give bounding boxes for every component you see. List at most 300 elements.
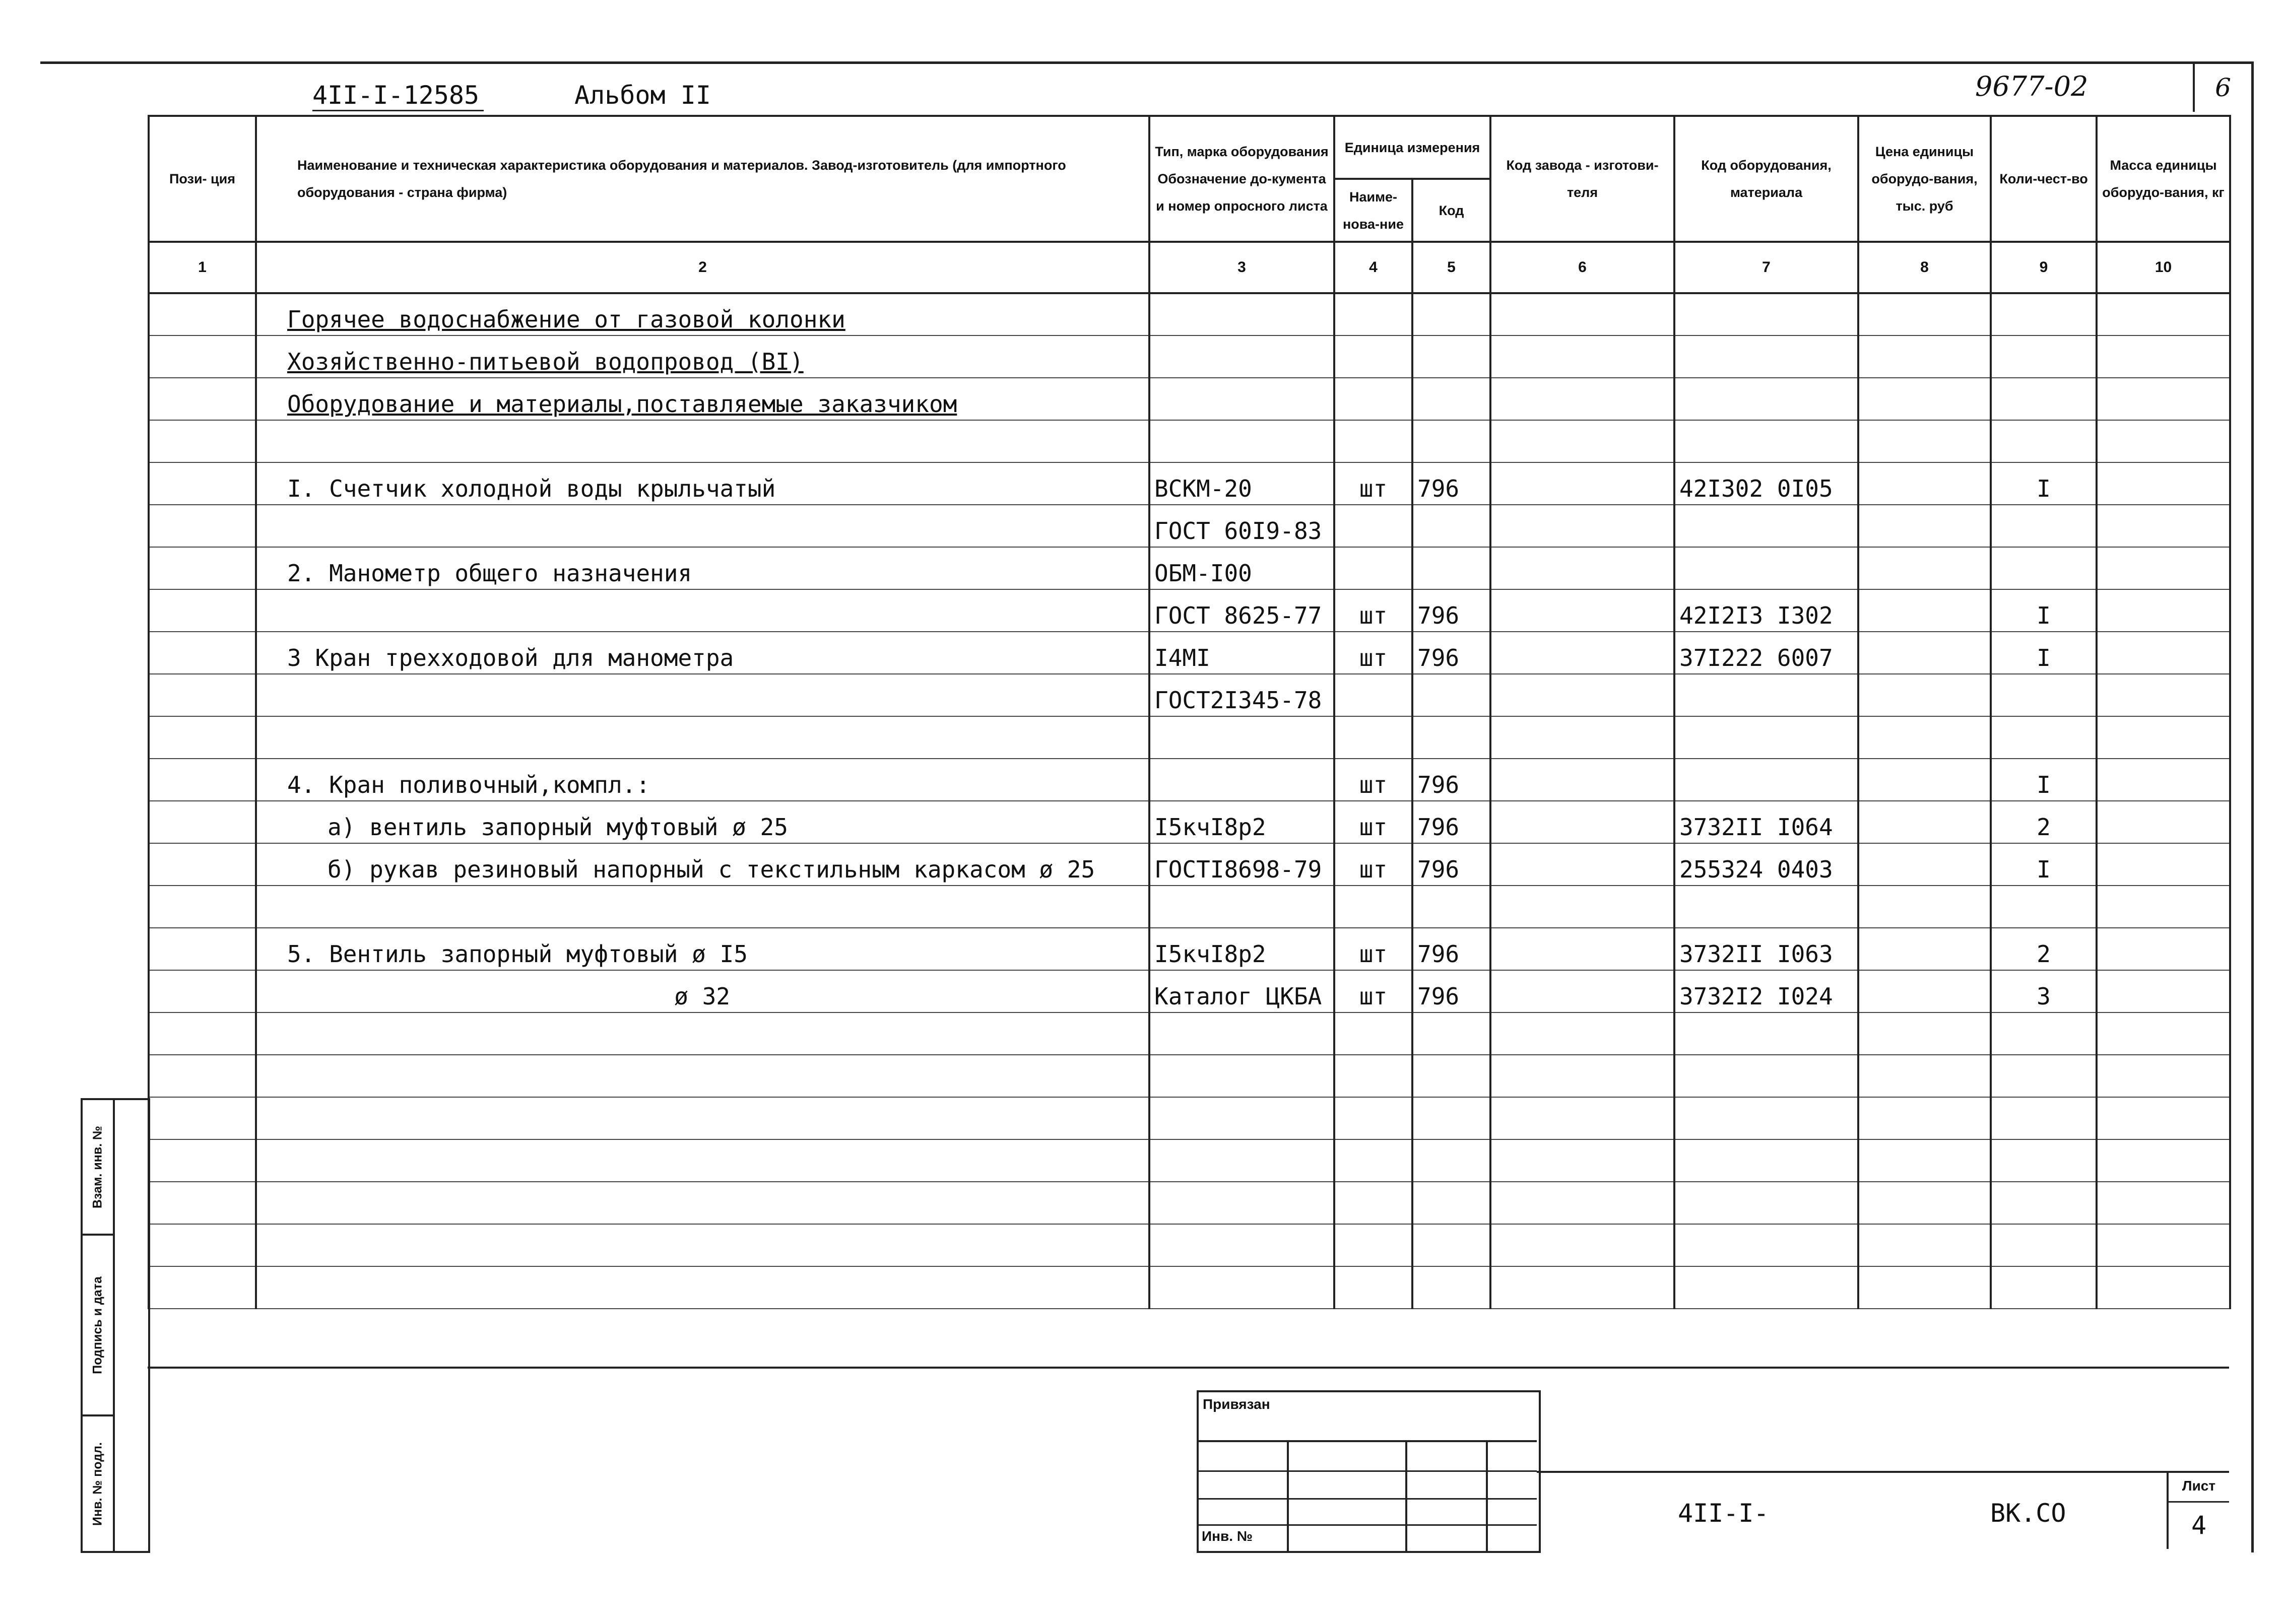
label-vzam-inv: Взам. инв. №: [83, 1100, 115, 1236]
cell-maker: [1490, 462, 1674, 505]
cell-name: [256, 1055, 1149, 1097]
col-header-maker-code: Код завода - изготови-теля: [1490, 116, 1674, 242]
cell-pos: [149, 1139, 256, 1182]
title-doc-number: 4II-I-: [1678, 1499, 1769, 1528]
cell-mass: [2097, 378, 2230, 420]
cell-name: 2. Манометр общего назначения: [256, 547, 1149, 589]
cell-name: [256, 589, 1149, 632]
cell-type: I5кчI8p2: [1149, 801, 1334, 843]
cell-pos: [149, 1182, 256, 1224]
cell-pos: [149, 843, 256, 886]
col-header-type: Тип, марка оборудования Обозначение до-кумента и номер опросного листа: [1149, 116, 1334, 242]
cell-mass: [2097, 293, 2230, 335]
cell-mass: [2097, 970, 2230, 1012]
cell-name: Хозяйственно-питьевой водопровод (BI): [256, 335, 1149, 378]
cell-equip: [1674, 335, 1858, 378]
cell-equip: 3732II I064: [1674, 801, 1858, 843]
cell-code: [1412, 1097, 1490, 1139]
cell-pos: [149, 378, 256, 420]
cell-price: [1858, 886, 1991, 928]
table-row: [149, 547, 2230, 589]
cell-maker: [1490, 801, 1674, 843]
stamp-block: [1197, 1390, 1541, 1553]
cell-price: [1858, 1097, 1991, 1139]
cell-equip: [1674, 378, 1858, 420]
cell-qty: I: [1991, 759, 2097, 801]
table-row: [149, 1097, 2230, 1139]
cell-mass: [2097, 505, 2230, 547]
table-row: [149, 1055, 2230, 1097]
cell-code: [1412, 420, 1490, 462]
cell-pos: [149, 1055, 256, 1097]
cell-code: 796: [1412, 970, 1490, 1012]
cell-price: [1858, 1055, 1991, 1097]
cell-pos: [149, 1012, 256, 1055]
col-number: 6: [1490, 242, 1674, 293]
cell-pos: [149, 1266, 256, 1309]
table-row: [149, 335, 2230, 378]
cell-unit: шт: [1334, 843, 1412, 886]
cell-pos: [149, 420, 256, 462]
page-number: 6: [2215, 73, 2231, 102]
table-row: [149, 462, 2230, 505]
cell-unit: [1334, 1182, 1412, 1224]
cell-type: [1149, 1055, 1334, 1097]
cell-maker: [1490, 378, 1674, 420]
table-row: [149, 505, 2230, 547]
cell-unit: шт: [1334, 970, 1412, 1012]
cell-maker: [1490, 335, 1674, 378]
cell-unit: [1334, 1266, 1412, 1309]
stamp-grid-line: [1486, 1440, 1488, 1551]
cell-equip: [1674, 674, 1858, 716]
cell-mass: [2097, 759, 2230, 801]
cell-maker: [1490, 1224, 1674, 1266]
cell-unit: [1334, 1012, 1412, 1055]
cell-name: [256, 674, 1149, 716]
cell-unit: [1334, 1139, 1412, 1182]
cell-equip: 3732II I063: [1674, 928, 1858, 970]
cell-unit: [1334, 886, 1412, 928]
cell-qty: [1991, 1139, 2097, 1182]
cell-type: ОБМ-I00: [1149, 547, 1334, 589]
cell-price: [1858, 378, 1991, 420]
cell-equip: 255324 0403: [1674, 843, 1858, 886]
col-number: 2: [256, 242, 1149, 293]
table-header-row: [149, 116, 2230, 179]
cell-qty: 2: [1991, 801, 2097, 843]
table-row: [149, 293, 2230, 335]
cell-pos: [149, 589, 256, 632]
cell-unit: [1334, 716, 1412, 759]
col-number: 4: [1334, 242, 1412, 293]
cell-name: б) рукав резиновый напорный с текстильным каркасом ø 25: [256, 843, 1149, 886]
cell-pos: [149, 1097, 256, 1139]
cell-mass: [2097, 1055, 2230, 1097]
cell-maker: [1490, 886, 1674, 928]
table-row: [149, 1139, 2230, 1182]
cell-qty: [1991, 886, 2097, 928]
cell-type: [1149, 1182, 1334, 1224]
cell-name: Оборудование и материалы,поставляемые заказчиком: [256, 378, 1149, 420]
table-row: [149, 589, 2230, 632]
cell-type: [1149, 1266, 1334, 1309]
cell-pos: [149, 1224, 256, 1266]
cell-type: [1149, 1224, 1334, 1266]
cell-qty: I: [1991, 632, 2097, 674]
col-header-quantity: Коли-чест-во: [1991, 116, 2097, 242]
cell-name: [256, 1266, 1149, 1309]
cell-mass: [2097, 589, 2230, 632]
cell-qty: 3: [1991, 970, 2097, 1012]
cell-code: [1412, 1266, 1490, 1309]
cell-mass: [2097, 1182, 2230, 1224]
cell-qty: [1991, 1012, 2097, 1055]
cell-type: [1149, 293, 1334, 335]
cell-name: [256, 1224, 1149, 1266]
cell-qty: I: [1991, 589, 2097, 632]
cell-qty: [1991, 1055, 2097, 1097]
cell-name: [256, 505, 1149, 547]
col-header-unit-code: Код: [1412, 179, 1490, 242]
cell-type: ВСКМ-20: [1149, 462, 1334, 505]
cell-equip: 42I302 0I05: [1674, 462, 1858, 505]
cell-mass: [2097, 1266, 2230, 1309]
cell-price: [1858, 928, 1991, 970]
table-row: [149, 843, 2230, 886]
table-row: [149, 1182, 2230, 1224]
cell-mass: [2097, 420, 2230, 462]
cell-unit: [1334, 293, 1412, 335]
cell-maker: [1490, 1012, 1674, 1055]
cell-equip: [1674, 1097, 1858, 1139]
cell-mass: [2097, 547, 2230, 589]
cell-equip: [1674, 1012, 1858, 1055]
cell-type: [1149, 1097, 1334, 1139]
table-row: [149, 970, 2230, 1012]
table-row: [149, 378, 2230, 420]
cell-equip: [1674, 1055, 1858, 1097]
cell-qty: [1991, 293, 2097, 335]
cell-pos: [149, 505, 256, 547]
cell-code: [1412, 505, 1490, 547]
cell-qty: I: [1991, 843, 2097, 886]
cell-price: [1858, 462, 1991, 505]
cell-maker: [1490, 589, 1674, 632]
cell-mass: [2097, 886, 2230, 928]
column-numbers-row: [149, 242, 2230, 293]
cell-price: [1858, 970, 1991, 1012]
cell-price: [1858, 335, 1991, 378]
label-inv-podl: Инв. № подл.: [83, 1416, 115, 1551]
table-row: [149, 801, 2230, 843]
stamp-grid-line: [1287, 1440, 1289, 1551]
cell-maker: [1490, 1266, 1674, 1309]
title-block-line: [1537, 1471, 2229, 1473]
cell-price: [1858, 674, 1991, 716]
cell-maker: [1490, 928, 1674, 970]
stamp-grid-line: [1405, 1440, 1407, 1551]
cell-equip: [1674, 547, 1858, 589]
col-number: 9: [1991, 242, 2097, 293]
cell-unit: [1334, 505, 1412, 547]
table-row: [149, 674, 2230, 716]
label-podpis-data: Подпись и дата: [83, 1236, 115, 1416]
cell-unit: [1334, 335, 1412, 378]
cell-price: [1858, 1182, 1991, 1224]
cell-name: [256, 420, 1149, 462]
specification-table: [148, 115, 2231, 1309]
sheet-number: 4: [2191, 1511, 2207, 1540]
cell-maker: [1490, 759, 1674, 801]
cell-mass: [2097, 335, 2230, 378]
cell-name: [256, 1012, 1149, 1055]
cell-name: [256, 1139, 1149, 1182]
cell-equip: 37I222 6007: [1674, 632, 1858, 674]
col-number: 3: [1149, 242, 1334, 293]
cell-equip: [1674, 293, 1858, 335]
cell-mass: [2097, 801, 2230, 843]
cell-unit: шт: [1334, 589, 1412, 632]
cell-type: [1149, 759, 1334, 801]
cell-type: ГОСТI8698-79: [1149, 843, 1334, 886]
cell-unit: [1334, 1097, 1412, 1139]
cell-code: [1412, 1139, 1490, 1182]
cell-type: ГОСТ 60I9-83: [1149, 505, 1334, 547]
cell-code: [1412, 716, 1490, 759]
col-number: 1: [149, 242, 256, 293]
col-header-mass: Масса единицы оборудо-вания, кг: [2097, 116, 2230, 242]
cell-code: 796: [1412, 843, 1490, 886]
col-header-position: Пози- ция: [149, 116, 256, 242]
col-header-price: Цена единицы оборудо-вания, тыс. руб: [1858, 116, 1991, 242]
cell-pos: [149, 335, 256, 378]
cell-mass: [2097, 632, 2230, 674]
cell-pos: [149, 293, 256, 335]
cell-price: [1858, 293, 1991, 335]
cell-equip: [1674, 1266, 1858, 1309]
document-number: 4II-I-12585: [312, 81, 480, 110]
cell-equip: 3732I2 I024: [1674, 970, 1858, 1012]
stamp-inv-no: Инв. №: [1202, 1528, 1253, 1544]
cell-name: ø 32: [256, 970, 1149, 1012]
cell-code: 796: [1412, 759, 1490, 801]
cell-mass: [2097, 1012, 2230, 1055]
col-header-unit-name: Наиме-нова-ние: [1334, 179, 1412, 242]
cell-equip: [1674, 1224, 1858, 1266]
cell-equip: [1674, 1139, 1858, 1182]
cell-type: [1149, 1139, 1334, 1182]
cell-code: 796: [1412, 801, 1490, 843]
cell-unit: [1334, 547, 1412, 589]
cell-qty: [1991, 1097, 2097, 1139]
col-number: 7: [1674, 242, 1858, 293]
cell-pos: [149, 716, 256, 759]
cell-name: [256, 1182, 1149, 1224]
cell-maker: [1490, 505, 1674, 547]
cell-mass: [2097, 928, 2230, 970]
cell-pos: [149, 970, 256, 1012]
cell-qty: [1991, 335, 2097, 378]
cell-code: [1412, 547, 1490, 589]
cell-type: I4MI: [1149, 632, 1334, 674]
cell-price: [1858, 420, 1991, 462]
cell-price: [1858, 589, 1991, 632]
sheet-label: Лист: [2169, 1471, 2229, 1503]
table-row: [149, 1266, 2230, 1309]
cell-qty: [1991, 716, 2097, 759]
cell-unit: шт: [1334, 928, 1412, 970]
cell-equip: [1674, 505, 1858, 547]
album-label: Альбом II: [574, 81, 711, 110]
cell-unit: [1334, 420, 1412, 462]
cell-qty: I: [1991, 462, 2097, 505]
cell-code: [1412, 335, 1490, 378]
cell-type: ГОСТ2I345-78: [1149, 674, 1334, 716]
cell-mass: [2097, 1224, 2230, 1266]
cell-type: [1149, 886, 1334, 928]
cell-equip: 42I2I3 I302: [1674, 589, 1858, 632]
cell-pos: [149, 547, 256, 589]
col-number: 8: [1858, 242, 1991, 293]
cell-type: [1149, 1012, 1334, 1055]
col-header-unit-group: Единица измерения: [1334, 116, 1490, 179]
cell-type: [1149, 716, 1334, 759]
table-row: [149, 1012, 2230, 1055]
cell-price: [1858, 843, 1991, 886]
cell-mass: [2097, 1139, 2230, 1182]
cell-maker: [1490, 632, 1674, 674]
cell-price: [1858, 1012, 1991, 1055]
cell-equip: [1674, 420, 1858, 462]
cell-mass: [2097, 462, 2230, 505]
cell-equip: [1674, 759, 1858, 801]
cell-price: [1858, 505, 1991, 547]
cell-mass: [2097, 674, 2230, 716]
cell-code: 796: [1412, 589, 1490, 632]
cell-pos: [149, 928, 256, 970]
document-number-underline: [312, 110, 484, 111]
cell-type: [1149, 420, 1334, 462]
order-number: 9677-02: [1975, 71, 2088, 102]
cell-qty: [1991, 1182, 2097, 1224]
cell-unit: [1334, 378, 1412, 420]
cell-maker: [1490, 1139, 1674, 1182]
table-row: [149, 759, 2230, 801]
cell-code: [1412, 293, 1490, 335]
table-row: [149, 1224, 2230, 1266]
cell-price: [1858, 801, 1991, 843]
cell-pos: [149, 886, 256, 928]
cell-code: [1412, 1182, 1490, 1224]
cell-name: Горячее водоснабжение от газовой колонки: [256, 293, 1149, 335]
cell-equip: [1674, 886, 1858, 928]
cell-maker: [1490, 843, 1674, 886]
table-row: [149, 420, 2230, 462]
cell-code: 796: [1412, 632, 1490, 674]
title-mark: ВК.СО: [1990, 1499, 2066, 1528]
cell-unit: [1334, 1055, 1412, 1097]
cell-maker: [1490, 1097, 1674, 1139]
cell-name: а) вентиль запорный муфтовый ø 25: [256, 801, 1149, 843]
cell-maker: [1490, 716, 1674, 759]
cell-maker: [1490, 970, 1674, 1012]
col-number: 10: [2097, 242, 2230, 293]
cell-price: [1858, 547, 1991, 589]
cell-pos: [149, 759, 256, 801]
cell-qty: [1991, 378, 2097, 420]
cell-type: ГОСТ 8625-77: [1149, 589, 1334, 632]
cell-name: I. Счетчик холодной воды крыльчатый: [256, 462, 1149, 505]
cell-price: [1858, 632, 1991, 674]
cell-code: [1412, 1055, 1490, 1097]
cell-unit: шт: [1334, 462, 1412, 505]
cell-code: 796: [1412, 462, 1490, 505]
col-header-name: Наименование и техническая характеристика оборудования и материалов. Завод-изготовитель (для импортного оборудования - страна фирма): [256, 116, 1149, 242]
cell-code: 796: [1412, 928, 1490, 970]
cell-price: [1858, 1266, 1991, 1309]
table-row: [149, 632, 2230, 674]
cell-name: [256, 716, 1149, 759]
cell-mass: [2097, 843, 2230, 886]
cell-type: Каталог ЦКБА: [1149, 970, 1334, 1012]
page-box: [2193, 63, 2251, 112]
cell-code: [1412, 1224, 1490, 1266]
cell-qty: [1991, 674, 2097, 716]
cell-maker: [1490, 1182, 1674, 1224]
col-header-equip-code: Код оборудования, материала: [1674, 116, 1858, 242]
cell-maker: [1490, 293, 1674, 335]
cell-code: [1412, 674, 1490, 716]
cell-maker: [1490, 1055, 1674, 1097]
cell-type: [1149, 335, 1334, 378]
cell-maker: [1490, 547, 1674, 589]
cell-pos: [149, 674, 256, 716]
cell-mass: [2097, 716, 2230, 759]
table-row: [149, 716, 2230, 759]
stamp-top-line: [148, 1367, 2229, 1369]
cell-code: [1412, 378, 1490, 420]
cell-qty: [1991, 1266, 2097, 1309]
cell-unit: [1334, 1224, 1412, 1266]
table-row: [149, 886, 2230, 928]
cell-mass: [2097, 1097, 2230, 1139]
cell-unit: шт: [1334, 801, 1412, 843]
cell-pos: [149, 801, 256, 843]
cell-maker: [1490, 674, 1674, 716]
cell-type: I5кчI8p2: [1149, 928, 1334, 970]
cell-unit: [1334, 674, 1412, 716]
cell-unit: шт: [1334, 759, 1412, 801]
cell-qty: 2: [1991, 928, 2097, 970]
left-margin-strip: [81, 1098, 150, 1553]
cell-price: [1858, 1139, 1991, 1182]
cell-maker: [1490, 420, 1674, 462]
cell-code: [1412, 1012, 1490, 1055]
col-number: 5: [1412, 242, 1490, 293]
cell-unit: шт: [1334, 632, 1412, 674]
cell-price: [1858, 1224, 1991, 1266]
cell-qty: [1991, 1224, 2097, 1266]
cell-pos: [149, 632, 256, 674]
stamp-privyazan: Привязан: [1203, 1396, 1270, 1412]
table-row: [149, 928, 2230, 970]
cell-price: [1858, 759, 1991, 801]
cell-qty: [1991, 420, 2097, 462]
cell-code: [1412, 886, 1490, 928]
cell-equip: [1674, 1182, 1858, 1224]
cell-equip: [1674, 716, 1858, 759]
